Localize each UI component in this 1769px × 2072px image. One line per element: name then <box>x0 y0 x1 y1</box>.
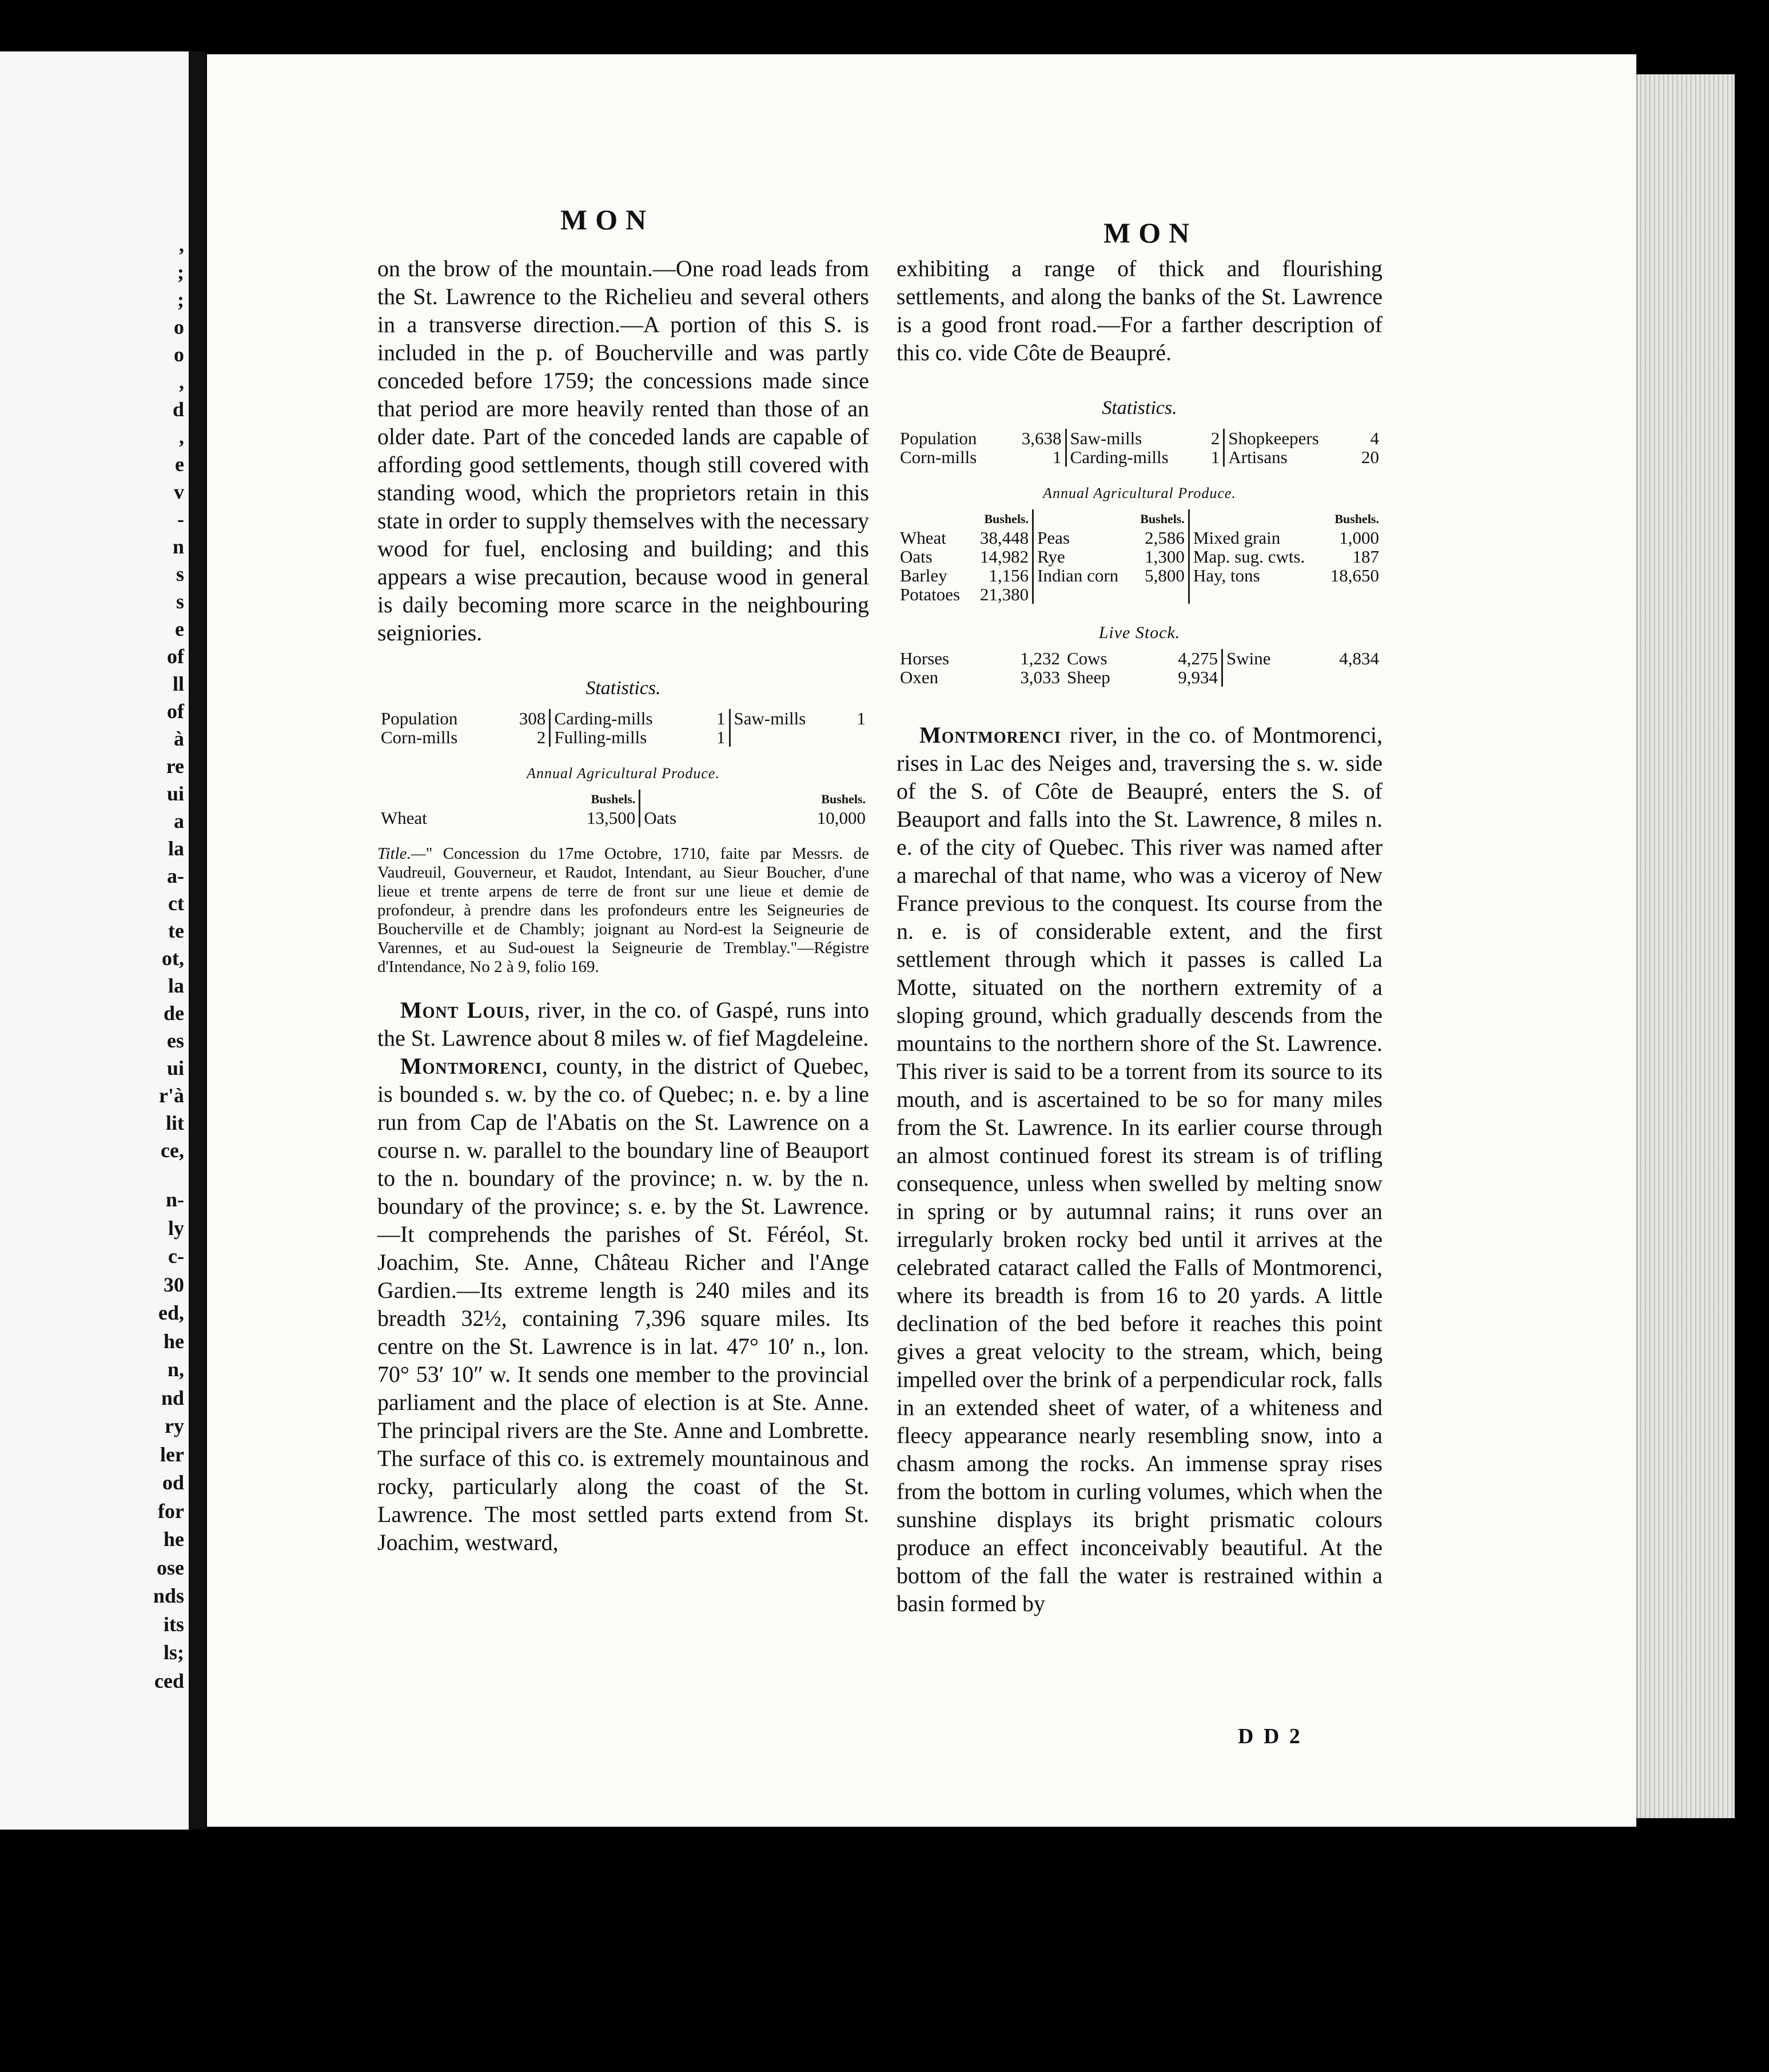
livestock-label: Swine <box>1226 648 1271 668</box>
livestock-heading: Live Stock. <box>1098 623 1181 642</box>
stat-label: Artisans <box>1228 447 1288 467</box>
stat-value: 20 <box>1361 447 1379 467</box>
produce-label: Rye <box>1037 547 1065 567</box>
produce-value: 1,000 <box>1339 528 1379 548</box>
entry-text: , river, in the co. of Gaspé, runs into the St. Lawrence about 8 miles w. of fief Magdeleine. <box>377 997 869 1051</box>
produce-heading: Annual Agricultural Produce. <box>527 765 720 782</box>
facing-page-fragment: , <box>179 425 184 448</box>
facing-page-fragment: te <box>168 919 184 942</box>
produce-label: Barley <box>900 565 947 585</box>
facing-page-fragment: de <box>164 1002 184 1025</box>
facing-page-fragment: e <box>175 617 184 640</box>
livestock-label: Cows <box>1066 648 1107 668</box>
stat-value: 1 <box>706 709 730 728</box>
entry-heading: Mont Louis <box>400 997 524 1023</box>
facing-page-fragment: e <box>175 453 184 476</box>
facing-page-fragment: ui <box>166 782 184 805</box>
facing-page-fragment: ly <box>168 1216 184 1240</box>
facing-page-fragment: ct <box>168 892 184 915</box>
page-stack-edge <box>1636 74 1735 1818</box>
entry-text: , county, in the district of Quebec, is bounded s. w. by the co. of Quebec; n. e. by a line run from Cap de l'Abatis on the St. Lawrence on a course n. w. parallel to the boundary line of Beauport to the n. boundary of the province; n. w. by the n. boundary of the province; s. e. by the St. Lawrence.—It comprehends the parishes of St. Féréol, St. Joachim, Ste. Anne, Château Richer and l'Ange Gardien.—Its extreme length is 240 miles and its breadth 32½, containing 7,396 square miles. Its centre on the St. Lawrence is in lat. 47° 10′ n., lon. 70° 53′ 10″ w. It sends one member to the provincial parliament and the place of election is at Ste. Anne. The principal rivers are the Ste. Anne and Lombrette. The surface of this co. is extremely mountainous and rocky, particularly along the coast of the St. Lawrence. The most settled parts extend from St. Joachim, westward, <box>377 1053 869 1555</box>
bushels-unit: Bushels. <box>970 509 1033 528</box>
statistics-heading: Statistics. <box>585 678 661 699</box>
produce-value: 1,300 <box>1131 547 1189 566</box>
livestock-value: 1,232 <box>1020 648 1060 668</box>
produce-value: 2,586 <box>1131 528 1189 547</box>
produce-value: 187 <box>1352 547 1379 567</box>
bushels-unit: Bushels. <box>504 790 639 808</box>
livestock-table <box>897 649 1382 687</box>
facing-page-fragment: its <box>164 1612 184 1636</box>
facing-page-fragment: ced <box>154 1669 184 1692</box>
stat-label: Carding-mills <box>1070 447 1169 467</box>
left-column <box>377 254 869 1556</box>
produce-value: 10,000 <box>816 808 866 828</box>
entry-heading: Montmorenci <box>400 1053 542 1079</box>
facing-page-fragment: 30 <box>164 1273 184 1296</box>
seigniory-description: on the brow of the mountain.—One road leads from the St. Lawrence to the Richelieu and several others in a transverse direction.—A portion of this S. is included in the p. of Boucherville and was partly conceded before 1759; the concessions made since that period are more heavily rented than those of an older date. Part of the conceded lands are capable of affording good settlements, though still covered with standing wood, which the proprietors retain in this state in order to supply themselves with the necessary wood for fuel, enclosing and building; and this appears a wise precaution, because wood in general is daily becoming more scarce in the neighbouring seigniories. <box>377 256 869 645</box>
facing-page-fragment: , <box>179 370 184 393</box>
bushels-unit: Bushels. <box>1131 509 1189 528</box>
facing-page-fragment: v <box>174 480 184 503</box>
book-gutter <box>189 51 206 1830</box>
entry-heading: Montmorenci <box>919 722 1061 748</box>
statistics-heading: Statistics. <box>1102 397 1177 419</box>
produce-table <box>377 790 869 827</box>
entry-montmorenci-county <box>377 1052 869 1556</box>
facing-page-fragment: nd <box>161 1386 184 1409</box>
facing-page-fragment: à <box>174 727 184 750</box>
facing-page-fragment: of <box>167 700 184 723</box>
produce-label: Mixed grain <box>1193 528 1281 548</box>
facing-page-fragment: ui <box>166 1057 184 1079</box>
facing-page-fragment: ; <box>177 261 184 284</box>
produce-heading: Annual Agricultural Produce. <box>1043 485 1236 501</box>
stat-value: 2 <box>500 728 550 747</box>
facing-page-fragment: d <box>172 398 184 421</box>
stat-value: 2 <box>1202 429 1224 448</box>
facing-page-fragment: he <box>164 1329 184 1353</box>
facing-page-fragment: a <box>174 810 184 832</box>
produce-label: Peas <box>1037 528 1070 548</box>
facing-page-fragment: c- <box>168 1245 184 1268</box>
facing-page-fragment: o <box>174 343 184 366</box>
facing-page-fragment: ed, <box>158 1301 184 1324</box>
produce-value: 21,380 <box>970 585 1033 604</box>
facing-page-fragment: ls; <box>164 1641 184 1664</box>
facing-page-fragment: ler <box>160 1443 184 1466</box>
livestock-label: Sheep <box>1066 667 1110 687</box>
stat-value: 4 <box>1370 428 1379 448</box>
entry-text: river, in the co. of Montmorenci, rises in Lac des Neiges and, traversing the s. w. side of the S. of Côte de Beaupré, enters the S. of Beauport and falls into the St. Lawrence, 8 miles n. e. of the city of Quebec. This river was named after a marechal of that name, who was a viceroy of New France previous to the conquest. Its course from the n. e. is of considerable extent, and the first settlement through which it passes is called La Motte, situated on the northern extremity of a sloping ground, which gradually descends from the mountains to the northern shore of the St. Lawrence. This river is said to be a torrent from its source to its mouth, and is ascertained to be so for many miles from the St. Lawrence. In its earlier course through an almost continued forest its stream is of trifling consequence, unless when swelled by melting snow in spring or by autumnal rains; it runs over an irregularly broken rocky bed until it arrives at the celebrated cataract called the Falls of Montmorenci, where its breadth is from 16 to 20 yards. A little declination of the bed before it reaches this point gives a great velocity to the stream, which, being impelled over the brink of a perpendicular rock, falls in an extended sheet of water, of a whiteness and fleecy appearance nearly resembling snow, into a chasm among the rocks. An immense spray rises from the bottom in curling volumes, which when the sunshine displays its bright prismatic colours produce an effect inconceivably beautiful. At the bottom of the fall the water is restrained within a basin formed by <box>897 722 1382 1616</box>
facing-page-fragment: r'à <box>159 1084 184 1107</box>
stat-label: Shopkeepers <box>1228 428 1319 448</box>
livestock-value: 4,275 <box>1145 649 1222 668</box>
running-header-left: MON <box>560 204 655 236</box>
title-label: Title.— <box>377 844 426 863</box>
produce-table <box>897 509 1382 604</box>
statistics-table <box>897 429 1382 467</box>
bushels-unit: Bushels. <box>1334 512 1379 526</box>
stat-value: 3,638 <box>1005 429 1066 448</box>
bushels-unit: Bushels. <box>821 792 866 806</box>
stat-value: 1 <box>706 728 730 747</box>
stat-label: Corn-mills <box>900 447 977 467</box>
running-header-right: MON <box>1103 217 1198 249</box>
stat-value: 1 <box>856 708 866 728</box>
facing-page-fragment: n, <box>167 1358 184 1381</box>
produce-label: Oats <box>900 547 933 567</box>
facing-page-fragment: s <box>176 590 184 613</box>
right-column <box>897 254 1382 1617</box>
stat-label: Fulling-mills <box>554 727 647 747</box>
facing-page-fragment: lit <box>166 1111 184 1134</box>
facing-page-fragment: o <box>174 316 184 338</box>
stat-value: 1 <box>1202 448 1224 467</box>
signature-mark: D D 2 <box>1238 1724 1302 1748</box>
stat-label: Population <box>381 708 458 728</box>
facing-page-fragment: of <box>167 645 184 668</box>
produce-label: Potatoes <box>900 584 961 604</box>
facing-page-fragment: ; <box>177 288 184 311</box>
produce-label: Oats <box>644 808 677 828</box>
livestock-label: Oxen <box>900 667 939 687</box>
stat-value: 308 <box>500 709 550 728</box>
produce-value: 5,800 <box>1131 566 1189 585</box>
produce-value: 38,448 <box>970 528 1033 547</box>
livestock-value: 4,834 <box>1339 648 1379 668</box>
county-description-cont: exhibiting a range of thick and flourishing settlements, and along the banks of the St. Lawrence is a good front road.—For a farther description of this co. vide Côte de Beaupré. <box>897 256 1382 365</box>
produce-label: Indian corn <box>1037 565 1119 585</box>
title-text: " Concession du 17me Octobre, 1710, faite par Messrs. de Vaudreuil, Gouverneur, et Raudot, Intendant, au Sieur Boucher, d'une lieue et trente arpens de terre de front sur une lieue et demie de profondeur, à prendre dans les profondeurs entre les Seigneuries de Boucherville et de Chambly; joignant au Nord-est la Seigneurie de Varennes, et au Sud-ouest la Seigneurie de Tremblay."—Régistre d'Intendance, No 2 à 9, folio 169. <box>377 844 869 976</box>
facing-page-fragment: , <box>179 233 184 256</box>
facing-page-fragment: ll <box>172 672 184 695</box>
facing-page-fragment: he <box>164 1528 184 1551</box>
stat-label: Corn-mills <box>381 727 458 747</box>
produce-label: Wheat <box>381 808 427 828</box>
stat-value: 1 <box>1005 448 1066 467</box>
facing-page-fragment: a- <box>167 864 184 887</box>
produce-label: Map. sug. cwts. <box>1193 547 1305 567</box>
produce-label: Wheat <box>900 528 946 548</box>
stat-label: Population <box>900 428 977 448</box>
facing-page-fragment: for <box>158 1499 184 1523</box>
entry-montmorenci-river <box>897 721 1382 1617</box>
facing-page-fragment: ce, <box>161 1139 184 1162</box>
facing-page-fragment: re <box>166 755 184 778</box>
livestock-value: 9,934 <box>1145 668 1222 687</box>
statistics-table <box>377 709 869 747</box>
entry-mont-louis <box>377 996 869 1052</box>
facing-page-fragment: od <box>162 1471 184 1494</box>
produce-value: 18,650 <box>1330 565 1379 585</box>
facing-page-fragment: s <box>176 563 184 585</box>
facing-page-fragment: ry <box>165 1414 184 1437</box>
facing-page-fragment: la <box>168 837 184 860</box>
facing-page-fragment: nds <box>153 1584 184 1607</box>
produce-value: 14,982 <box>970 547 1033 566</box>
stat-label: Saw-mills <box>1070 428 1142 448</box>
facing-page-fragment: n- <box>165 1188 184 1211</box>
facing-page-fragment: la <box>168 974 184 997</box>
facing-page-fragment: n <box>172 535 184 558</box>
stat-label: Saw-mills <box>734 708 806 728</box>
facing-page-edge <box>0 51 193 1830</box>
facing-page-fragment: - <box>177 508 184 531</box>
facing-page-fragment: es <box>167 1029 184 1052</box>
stat-label: Carding-mills <box>554 708 653 728</box>
concession-title-note <box>377 844 869 977</box>
produce-value: 1,156 <box>970 566 1033 585</box>
produce-value: 13,500 <box>504 808 639 827</box>
facing-page-fragment: ose <box>157 1556 184 1579</box>
produce-label: Hay, tons <box>1193 565 1260 585</box>
livestock-label: Horses <box>900 648 950 668</box>
livestock-value: 3,033 <box>1020 667 1060 687</box>
facing-page-fragment: ot, <box>162 947 184 970</box>
